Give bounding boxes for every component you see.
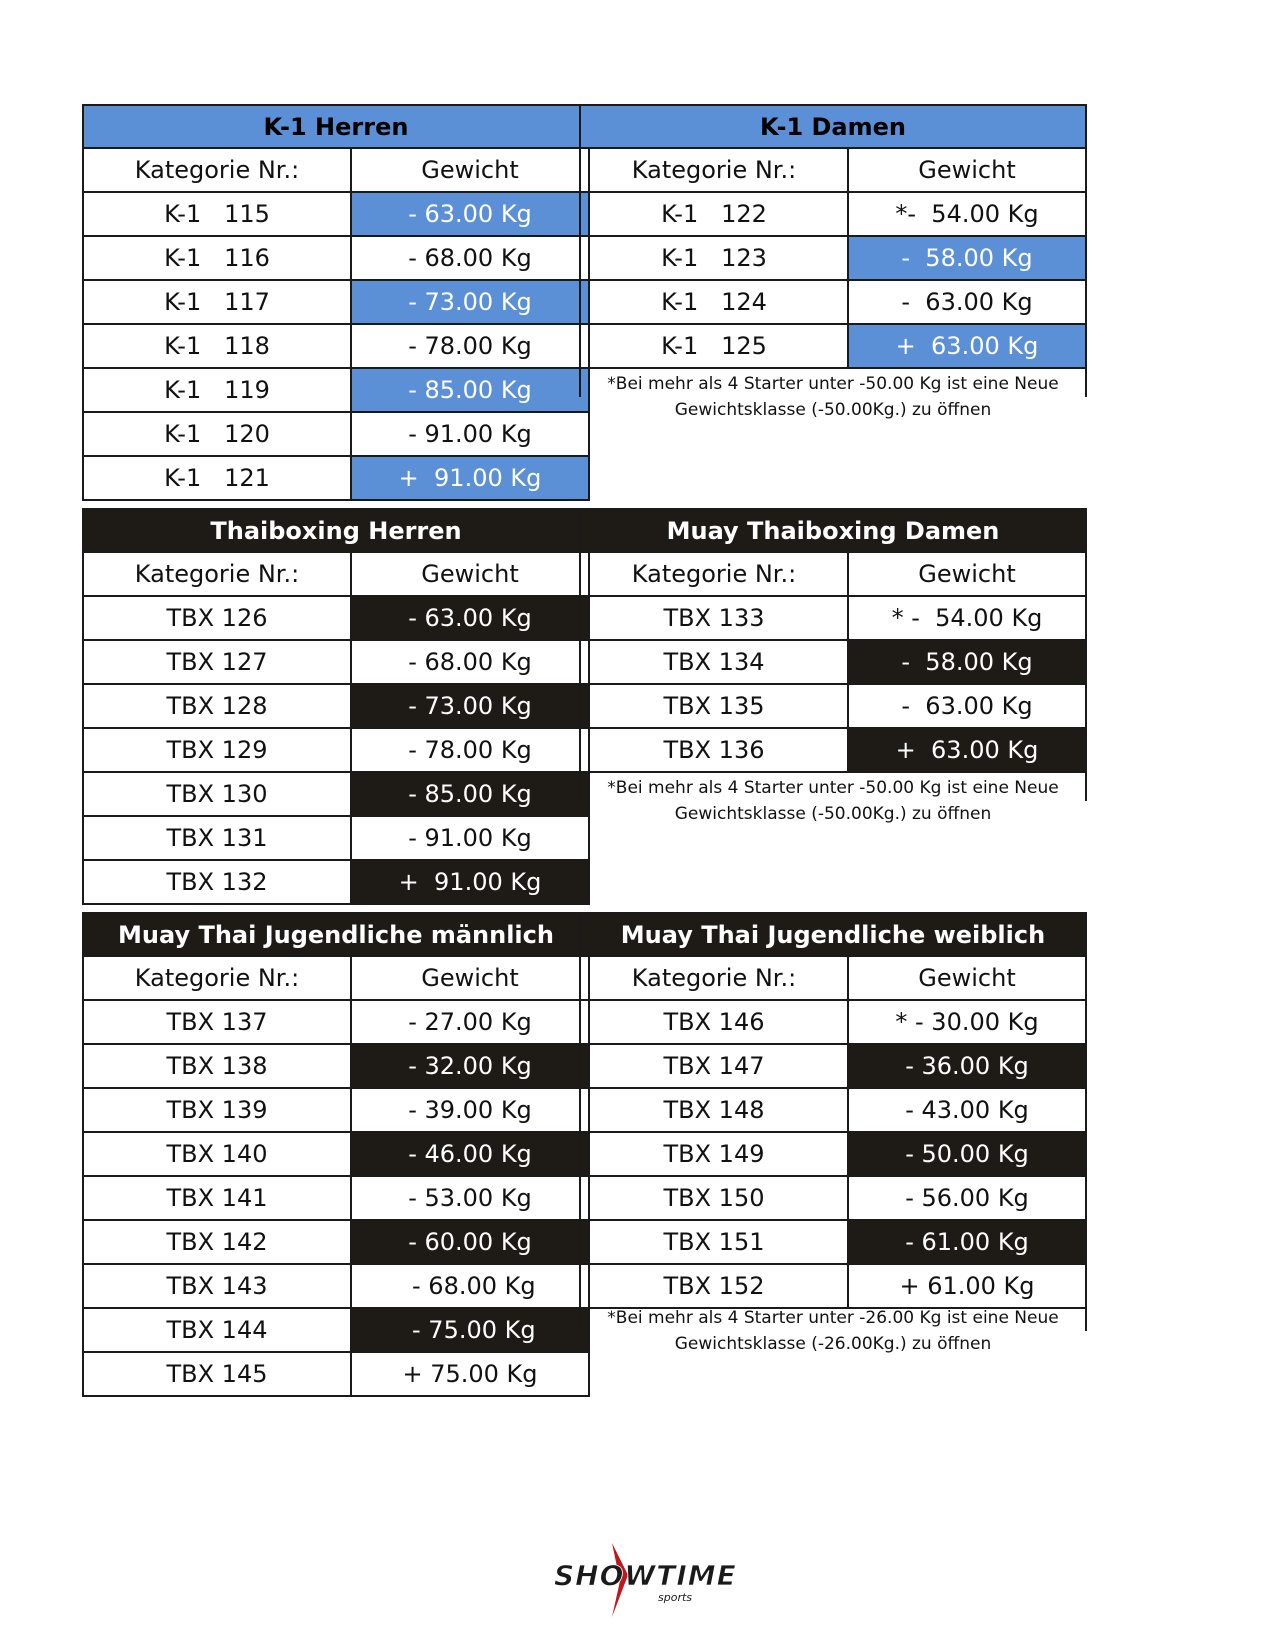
table-header-row [581, 551, 1085, 595]
category-number: TBX 135 [581, 685, 849, 727]
category-number: K-1 118 [84, 325, 352, 367]
footnote-line: *Bei mehr als 4 Starter unter -50.00 Kg ist eine Neue [607, 778, 1059, 798]
weight-value: - 73.00 Kg [352, 685, 588, 727]
weight-value: - 50.00 Kg [849, 1133, 1085, 1175]
category-number: K-1 124 [581, 281, 849, 323]
svg-text:sports: sports [658, 1591, 693, 1604]
table-title: K-1 Herren [84, 106, 588, 147]
category-number: TBX 150 [581, 1177, 849, 1219]
weight-value: - 91.00 Kg [408, 420, 532, 448]
footnote-line: *Bei mehr als 4 Starter unter -50.00 Kg ist eine Neue [607, 374, 1059, 394]
table-row [581, 1175, 1085, 1219]
weight-value: - 68.00 Kg [404, 1272, 536, 1300]
weight-value: * - 54.00 Kg [891, 604, 1043, 632]
category-number: TBX 136 [581, 729, 849, 771]
category-number: TBX 151 [581, 1221, 849, 1263]
weight-value: + 91.00 Kg [352, 861, 588, 903]
category-number: TBX 149 [581, 1133, 849, 1175]
weight-value: - 56.00 Kg [905, 1184, 1029, 1212]
weight-value: - 85.00 Kg [352, 773, 588, 815]
weight-value: + 91.00 Kg [352, 457, 588, 499]
weight-value: - 46.00 Kg [352, 1133, 588, 1175]
category-number: K-1 119 [84, 369, 352, 411]
weight-value: - 63.00 Kg [352, 193, 588, 235]
weight-value: - 68.00 Kg [408, 244, 532, 272]
table-row [581, 279, 1085, 323]
weight-value: - 91.00 Kg [408, 824, 532, 852]
weight-value: - 63.00 Kg [352, 597, 588, 639]
weight-value: - 60.00 Kg [352, 1221, 588, 1263]
table-row [581, 683, 1085, 727]
category-number: K-1 116 [84, 237, 352, 279]
footnote [579, 761, 1087, 824]
category-number: TBX 142 [84, 1221, 352, 1263]
table-row [581, 1087, 1085, 1131]
category-number: TBX 129 [84, 729, 352, 771]
category-number: TBX 128 [84, 685, 352, 727]
footnote-line: Gewichtsklasse (-50.00Kg.) zu öffnen [674, 804, 992, 824]
table-row [581, 235, 1085, 279]
table-title: Thaiboxing Herren [84, 510, 588, 551]
weight-value: * - 30.00 Kg [895, 1008, 1039, 1036]
table-header-row [581, 147, 1085, 191]
table-row [581, 595, 1085, 639]
table-row [84, 191, 588, 235]
footnote [579, 357, 1087, 420]
weight-value: - 53.00 Kg [408, 1184, 532, 1212]
table-row [84, 815, 588, 859]
table-title: K-1 Damen [581, 106, 1085, 147]
table-row [84, 1307, 588, 1351]
weight-value: + 75.00 Kg [402, 1360, 538, 1388]
weight-value: - 39.00 Kg [408, 1096, 532, 1124]
footnote-line: Gewichtsklasse (-26.00Kg.) zu öffnen [674, 1334, 992, 1354]
category-number: K-1 120 [84, 413, 352, 455]
showtime-sports-logo [550, 1535, 740, 1625]
weight-value: - 68.00 Kg [408, 648, 532, 676]
header-gewicht: Gewicht [421, 156, 519, 184]
table-row [84, 639, 588, 683]
category-number: K-1 117 [84, 281, 352, 323]
svg-text:SHOWTIME: SHOWTIME [554, 1559, 737, 1592]
weight-value: - 32.00 Kg [352, 1045, 588, 1087]
category-number: TBX 141 [84, 1177, 352, 1219]
category-number: TBX 138 [84, 1045, 352, 1087]
category-number: TBX 146 [581, 1001, 849, 1043]
table-row [581, 1219, 1085, 1263]
weight-value: - 36.00 Kg [849, 1045, 1085, 1087]
weight-value: - 78.00 Kg [408, 736, 532, 764]
table-row [84, 235, 588, 279]
category-number: TBX 137 [84, 1001, 352, 1043]
weight-value: - 61.00 Kg [849, 1221, 1085, 1263]
weight-value: + 63.00 Kg [849, 325, 1085, 367]
table-row [84, 771, 588, 815]
category-number: K-1 123 [581, 237, 849, 279]
category-number: TBX 144 [84, 1309, 352, 1351]
table-header-row [84, 551, 588, 595]
table-row [581, 1131, 1085, 1175]
weight-value: - 73.00 Kg [352, 281, 588, 323]
table-header-row [581, 955, 1085, 999]
header-kategorie: Kategorie Nr.: [581, 149, 849, 191]
header-gewicht: Gewicht [421, 964, 519, 992]
table-row [581, 1043, 1085, 1087]
header-gewicht: Gewicht [421, 560, 519, 588]
table-row [84, 1175, 588, 1219]
header-kategorie: Kategorie Nr.: [84, 553, 352, 595]
table-row [84, 455, 588, 499]
header-kategorie: Kategorie Nr.: [581, 957, 849, 999]
weight-value: *- 54.00 Kg [895, 200, 1039, 228]
weight-value: + 63.00 Kg [849, 729, 1085, 771]
category-number: K-1 125 [581, 325, 849, 367]
weight-value: - 85.00 Kg [352, 369, 588, 411]
weight-value: - 75.00 Kg [352, 1309, 588, 1351]
table-header-row [84, 147, 588, 191]
weight-class-table [82, 508, 590, 905]
table-row [84, 1219, 588, 1263]
category-number: TBX 143 [84, 1265, 352, 1307]
weight-value: - 58.00 Kg [849, 237, 1085, 279]
category-number: K-1 115 [84, 193, 352, 235]
weight-class-table [82, 104, 590, 501]
table-row [84, 411, 588, 455]
table-title: Muay Thaiboxing Damen [581, 510, 1085, 551]
weight-class-table [579, 104, 1087, 369]
weight-value: - 63.00 Kg [901, 288, 1033, 316]
table-row [84, 1043, 588, 1087]
weight-value: + 61.00 Kg [899, 1272, 1035, 1300]
table-title: Muay Thai Jugendliche männlich [84, 914, 588, 955]
header-kategorie: Kategorie Nr.: [581, 553, 849, 595]
table-row [581, 191, 1085, 235]
weight-class-table [579, 912, 1087, 1309]
category-number: TBX 134 [581, 641, 849, 683]
category-number: K-1 121 [84, 457, 352, 499]
header-kategorie: Kategorie Nr.: [84, 957, 352, 999]
weight-value: - 63.00 Kg [901, 692, 1033, 720]
header-gewicht: Gewicht [918, 156, 1016, 184]
header-kategorie: Kategorie Nr.: [84, 149, 352, 191]
weight-value: - 78.00 Kg [408, 332, 532, 360]
table-row [581, 999, 1085, 1043]
category-number: TBX 147 [581, 1045, 849, 1087]
table-row [84, 1351, 588, 1395]
weight-value: - 58.00 Kg [849, 641, 1085, 683]
footnote-line: *Bei mehr als 4 Starter unter -26.00 Kg ist eine Neue [607, 1308, 1059, 1328]
category-number: TBX 133 [581, 597, 849, 639]
table-row [84, 999, 588, 1043]
category-number: TBX 148 [581, 1089, 849, 1131]
table-title: Muay Thai Jugendliche weiblich [581, 914, 1085, 955]
weight-class-table [82, 912, 590, 1397]
category-number: TBX 145 [84, 1353, 352, 1395]
category-number: TBX 139 [84, 1089, 352, 1131]
category-number: TBX 152 [581, 1265, 849, 1307]
table-row [84, 859, 588, 903]
footnote [579, 1291, 1087, 1354]
table-header-row [84, 955, 588, 999]
category-number: TBX 130 [84, 773, 352, 815]
weight-value: - 27.00 Kg [408, 1008, 532, 1036]
category-number: TBX 132 [84, 861, 352, 903]
table-row [84, 683, 588, 727]
category-number: TBX 126 [84, 597, 352, 639]
category-number: TBX 127 [84, 641, 352, 683]
table-row [84, 323, 588, 367]
table-row [84, 727, 588, 771]
header-gewicht: Gewicht [918, 560, 1016, 588]
table-row [84, 367, 588, 411]
table-row [581, 639, 1085, 683]
weight-class-table [579, 508, 1087, 773]
category-number: K-1 122 [581, 193, 849, 235]
table-row [84, 1131, 588, 1175]
header-gewicht: Gewicht [918, 964, 1016, 992]
table-row [84, 279, 588, 323]
table-row [84, 1087, 588, 1131]
weight-value: - 43.00 Kg [905, 1096, 1029, 1124]
category-number: TBX 140 [84, 1133, 352, 1175]
footnote-line: Gewichtsklasse (-50.00Kg.) zu öffnen [674, 400, 992, 420]
table-row [84, 1263, 588, 1307]
table-row [84, 595, 588, 639]
category-number: TBX 131 [84, 817, 352, 859]
